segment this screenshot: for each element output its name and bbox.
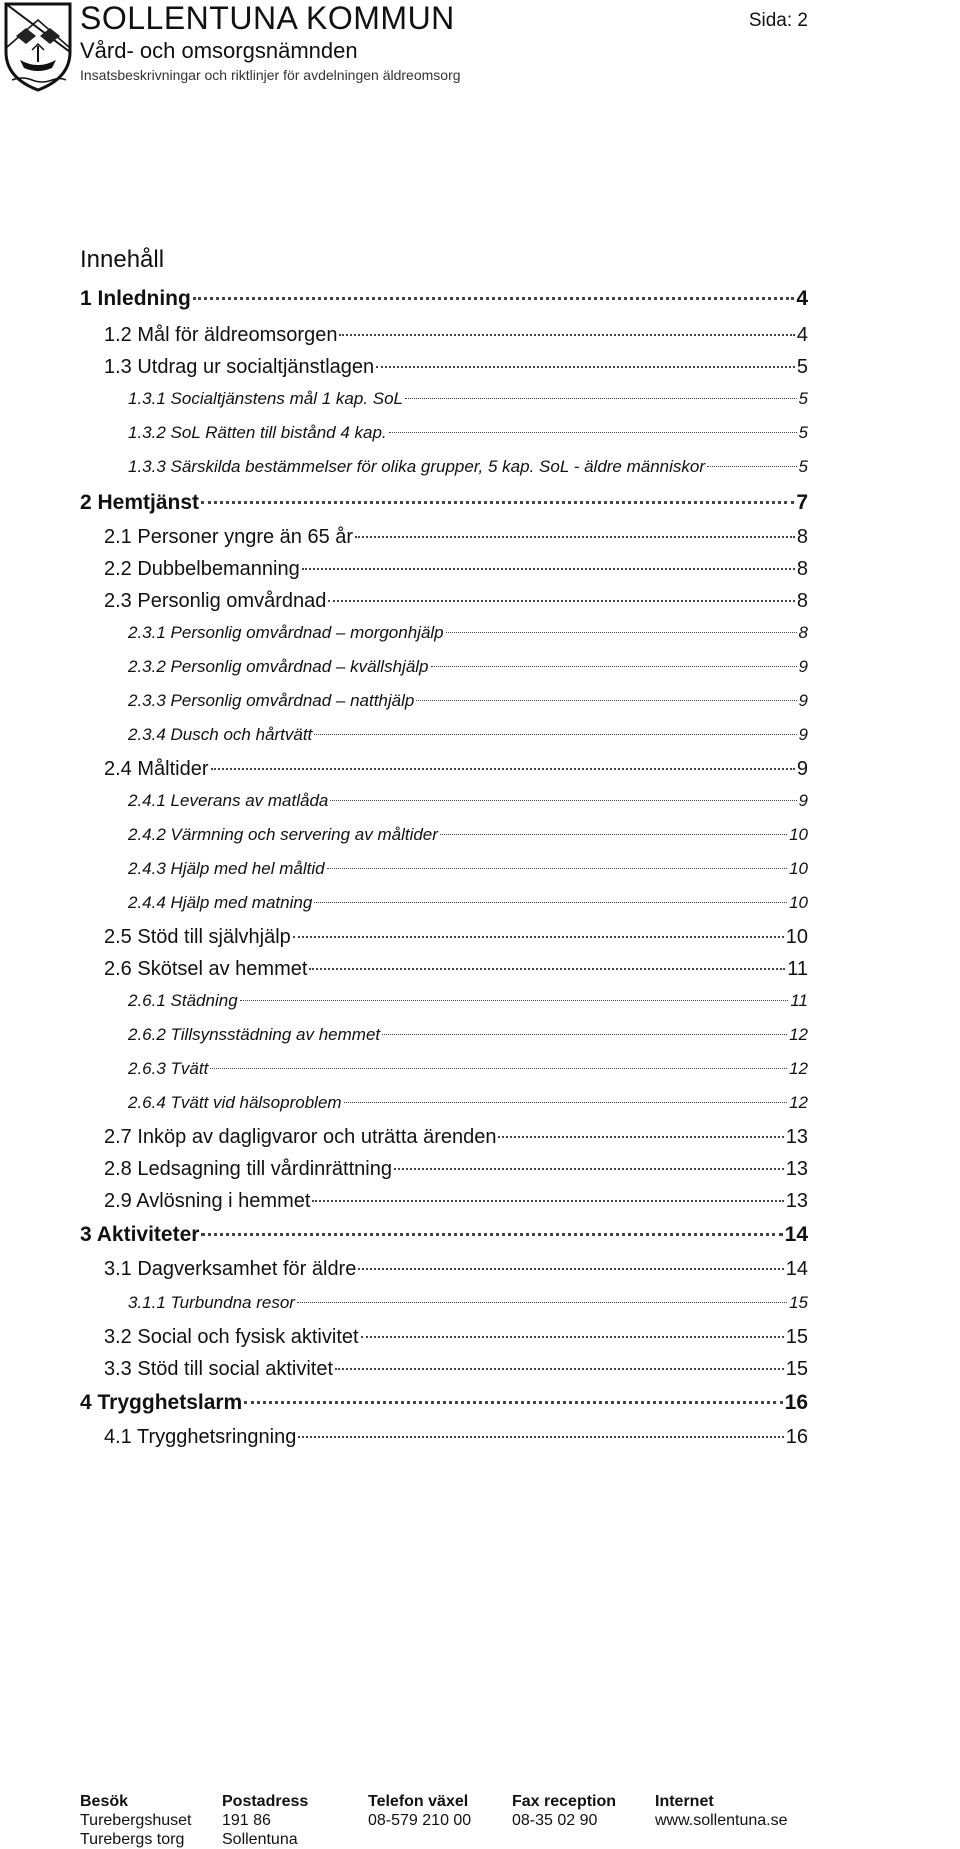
dot-leader	[382, 1034, 787, 1035]
footer-line	[512, 1830, 616, 1849]
dot-leader	[302, 568, 795, 570]
toc-entry-label: 2.9 Avlösning i hemmet	[104, 1190, 311, 1212]
toc-entry-label: 3.1.1 Turbundna resor	[128, 1293, 295, 1312]
page-header	[0, 0, 960, 100]
dot-leader	[416, 700, 796, 701]
dot-leader	[355, 536, 795, 538]
footer-contact-column	[368, 1792, 471, 1849]
dot-leader	[293, 936, 784, 938]
toc-entry[interactable]	[80, 488, 808, 518]
toc-entry[interactable]	[128, 888, 808, 918]
toc-entry-page: 10	[785, 926, 808, 948]
dot-leader	[361, 1336, 784, 1338]
dot-leader	[211, 768, 795, 770]
dot-leader	[358, 1268, 783, 1270]
toc-entry-page: 9	[798, 791, 808, 810]
toc-entry[interactable]	[128, 854, 808, 884]
toc-entry-page: 12	[789, 1025, 808, 1044]
toc-entry[interactable]	[104, 1186, 808, 1216]
toc-entry-label: 3 Aktiviteter	[80, 1223, 200, 1246]
toc-entry-label: 2.5 Stöd till självhjälp	[104, 926, 291, 948]
footer-line: Turebergs torg	[80, 1831, 185, 1848]
toc-entry[interactable]	[128, 720, 808, 750]
toc-entry[interactable]	[128, 452, 808, 482]
organization-name: SOLLENTUNA KOMMUN	[80, 0, 455, 36]
toc-entry[interactable]	[128, 686, 808, 716]
toc-entry[interactable]	[104, 922, 808, 952]
toc-entry-page: 12	[789, 1093, 808, 1112]
footer-line: 08-35 02 90	[512, 1812, 598, 1829]
toc-entry[interactable]	[128, 618, 808, 648]
toc-entry-page: 9	[798, 725, 808, 744]
toc-entry-label: 2.3.1 Personlig omvårdnad – morgonhjälp	[128, 623, 444, 642]
toc-entry[interactable]	[80, 284, 808, 314]
toc-entry-label: 2.4.4 Hjälp med matning	[128, 893, 313, 912]
toc-entry-label: 4.1 Trygghetsringning	[104, 1426, 297, 1448]
toc-entry[interactable]	[128, 1054, 808, 1084]
footer-heading: Internet	[655, 1793, 714, 1810]
toc-entry-label: 1.3.1 Socialtjänstens mål 1 kap. SoL	[128, 389, 403, 408]
footer-line: Turebergshuset	[80, 1812, 192, 1829]
toc-entry[interactable]	[104, 522, 808, 552]
toc-entry-label: 2.4.3 Hjälp med hel måltid	[128, 859, 325, 878]
toc-entry[interactable]	[104, 1154, 808, 1184]
toc-entry-label: 2.3 Personlig omvårdnad	[104, 590, 327, 612]
dot-leader	[498, 1136, 783, 1138]
footer-line: 191 86	[222, 1812, 271, 1829]
toc-entry[interactable]	[128, 1020, 808, 1050]
dot-leader	[394, 1168, 784, 1170]
municipal-crest-logo	[2, 0, 74, 92]
toc-entry-page: 15	[789, 1293, 808, 1312]
dot-leader	[376, 366, 795, 368]
dot-leader	[298, 1436, 783, 1438]
dot-leader	[201, 1233, 782, 1236]
toc-entry-page: 13	[785, 1126, 808, 1148]
dot-leader	[440, 834, 787, 835]
footer-contact-column	[222, 1792, 308, 1849]
toc-entry-page: 11	[787, 958, 808, 980]
toc-entry-page: 13	[785, 1190, 808, 1212]
toc-entry-label: 2.4 Måltider	[104, 758, 209, 780]
toc-entry-page: 11	[790, 991, 808, 1010]
toc-entry[interactable]	[128, 820, 808, 850]
footer-heading: Fax reception	[512, 1793, 617, 1810]
toc-entry[interactable]	[104, 1422, 808, 1452]
toc-entry-label: 2.8 Ledsagning till vårdinrättning	[104, 1158, 392, 1180]
toc-entry-page: 5	[798, 423, 808, 442]
toc-entry-label: 3.3 Stöd till social aktivitet	[104, 1358, 333, 1380]
toc-entry-label: 2.1 Personer yngre än 65 år	[104, 526, 354, 548]
toc-entry[interactable]	[128, 986, 808, 1016]
toc-entry[interactable]	[80, 1220, 808, 1250]
toc-entry-page: 4	[796, 287, 808, 310]
dot-leader	[314, 902, 787, 903]
toc-entry-label: 4 Trygghetslarm	[80, 1391, 243, 1414]
toc-entry[interactable]	[128, 384, 808, 414]
footer-line[interactable]	[655, 1830, 788, 1849]
footer-contact-column	[512, 1792, 616, 1849]
footer-heading: Besök	[80, 1793, 129, 1810]
toc-entry[interactable]	[104, 954, 808, 984]
toc-entry-label: 1.3.2 SoL Rätten till bistånd 4 kap.	[128, 423, 387, 442]
toc-entry[interactable]	[128, 418, 808, 448]
toc-entry[interactable]	[128, 1088, 808, 1118]
dot-leader	[297, 1302, 787, 1303]
toc-entry-label: 2.6.4 Tvätt vid hälsoproblem	[128, 1093, 342, 1112]
toc-entry[interactable]	[104, 554, 808, 584]
page-footer	[0, 1792, 960, 1848]
dot-leader	[339, 334, 794, 336]
toc-entry-page: 8	[796, 526, 808, 548]
dot-leader	[327, 868, 788, 869]
toc-entry-page: 8	[796, 590, 808, 612]
toc-entry[interactable]	[104, 1122, 808, 1152]
toc-entry-page: 14	[785, 1258, 808, 1280]
toc-entry-page: 7	[796, 491, 808, 514]
toc-entry-label: 3.2 Social och fysisk aktivitet	[104, 1326, 359, 1348]
footer-contact-column	[80, 1792, 191, 1849]
toc-entry-page: 15	[785, 1326, 808, 1348]
toc-entry-page: 9	[796, 758, 808, 780]
toc-entry-page: 8	[796, 558, 808, 580]
footer-contact-column	[655, 1792, 788, 1849]
document-description: Insatsbeskrivningar och riktlinjer för avdelningen äldreomsorg	[80, 67, 461, 83]
toc-entry-label: 1.2 Mål för äldreomsorgen	[104, 324, 338, 346]
toc-entry-label: 2.6.2 Tillsynsstädning av hemmet	[128, 1025, 381, 1044]
dot-leader	[309, 968, 785, 970]
footer-line	[368, 1830, 471, 1849]
dot-leader	[312, 1200, 783, 1202]
footer-line: Sollentuna	[222, 1831, 298, 1848]
toc-entry-page: 10	[789, 859, 808, 878]
toc-entry-label: 1 Inledning	[80, 287, 191, 310]
toc-entry[interactable]	[128, 652, 808, 682]
page-number: Sida: 2	[748, 10, 808, 31]
toc-entry[interactable]	[104, 320, 808, 350]
dot-leader	[335, 1368, 784, 1370]
toc-entry-page: 10	[789, 893, 808, 912]
dot-leader	[314, 734, 796, 735]
toc-entry-page: 9	[798, 657, 808, 676]
toc-entry[interactable]	[128, 1288, 808, 1318]
toc-entry[interactable]	[80, 1388, 808, 1418]
toc-entry-page: 5	[798, 457, 808, 476]
toc-entry-page: 8	[798, 623, 808, 642]
toc-entry-page: 16	[784, 1391, 808, 1414]
dot-leader	[389, 432, 797, 433]
dot-leader	[446, 632, 797, 633]
toc-entry-page: 4	[796, 324, 808, 346]
dot-leader	[405, 398, 797, 399]
toc-entry[interactable]	[104, 1322, 808, 1352]
dot-leader	[344, 1102, 788, 1103]
toc-entry[interactable]	[104, 352, 808, 382]
dot-leader	[328, 600, 795, 602]
toc-entry-label: 2.6.1 Städning	[128, 991, 238, 1010]
dot-leader	[210, 1068, 787, 1069]
toc-entry-page: 15	[785, 1358, 808, 1380]
toc-entry[interactable]	[104, 1354, 808, 1384]
dot-leader	[193, 297, 794, 300]
footer-line: 08-579 210 00	[368, 1812, 472, 1829]
toc-entry-page: 5	[796, 356, 808, 378]
toc-entry-page: 5	[798, 389, 808, 408]
toc-entry-label: 2.3.2 Personlig omvårdnad – kvällshjälp	[128, 657, 429, 676]
toc-entry-label: 1.3 Utdrag ur socialtjänstlagen	[104, 356, 375, 378]
dot-leader	[244, 1401, 782, 1404]
dot-leader	[431, 666, 797, 667]
board-name: Vård- och omsorgsnämnden	[80, 38, 358, 63]
toc-entry-page: 16	[785, 1426, 808, 1448]
toc-entry-label: 2.7 Inköp av dagligvaror och uträtta ärenden	[104, 1126, 497, 1148]
footer-line[interactable]: www.sollentuna.se	[655, 1812, 788, 1829]
toc-entry-label: 2.3.3 Personlig omvårdnad – natthjälp	[128, 691, 415, 710]
toc-entry-label: 3.1 Dagverksamhet för äldre	[104, 1258, 357, 1280]
toc-entry-label: 2.6.3 Tvätt	[128, 1059, 209, 1078]
toc-entry-label: 1.3.3 Särskilda bestämmelser för olika grupper, 5 kap. SoL - äldre människor	[128, 457, 706, 476]
toc-entry-label: 2 Hemtjänst	[80, 491, 200, 514]
toc-entry-label: 2.6 Skötsel av hemmet	[104, 958, 308, 980]
toc-entry[interactable]	[104, 586, 808, 616]
toc-entry-label: 2.3.4 Dusch och hårtvätt	[128, 725, 313, 744]
dot-leader	[707, 466, 797, 467]
toc-entry-label: 2.2 Dubbelbemanning	[104, 558, 300, 580]
footer-heading: Telefon växel	[368, 1793, 469, 1810]
toc-entry-label: 2.4.1 Leverans av matlåda	[128, 791, 329, 810]
dot-leader	[330, 800, 796, 801]
toc-entry[interactable]	[104, 754, 808, 784]
toc-heading: Innehåll	[80, 246, 165, 273]
toc-entry-page: 10	[789, 825, 808, 844]
dot-leader	[240, 1000, 789, 1001]
toc-entry-label: 2.4.2 Värmning och servering av måltider	[128, 825, 438, 844]
toc-entry[interactable]	[128, 786, 808, 816]
toc-entry-page: 13	[785, 1158, 808, 1180]
toc-entry-page: 12	[789, 1059, 808, 1078]
toc-entry-page: 14	[784, 1223, 808, 1246]
toc-entry-page: 9	[798, 691, 808, 710]
dot-leader	[201, 501, 794, 504]
footer-heading: Postadress	[222, 1793, 309, 1810]
toc-entry[interactable]	[104, 1254, 808, 1284]
